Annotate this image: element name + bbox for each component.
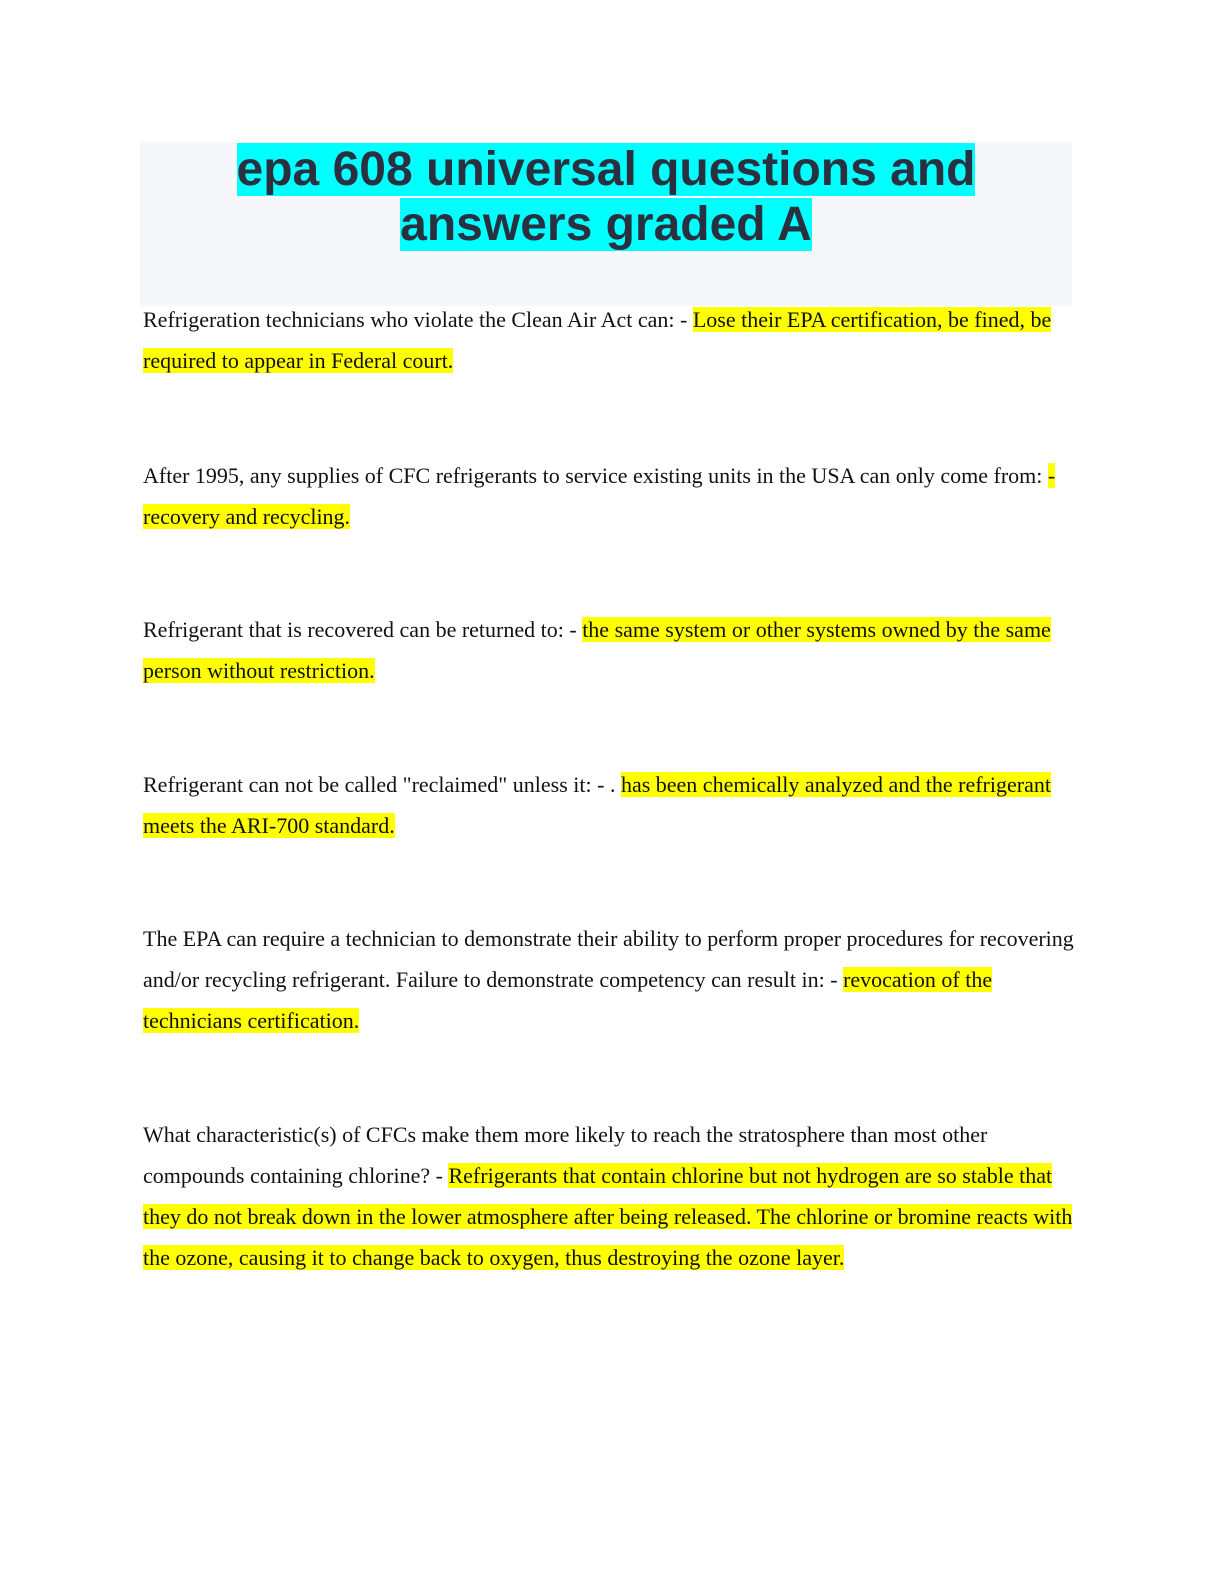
question-6: What characteristic(s) of CFCs make them more likely to reach the stratosphere than most other compounds containing chlorine? -: [143, 1122, 988, 1188]
qa-item-4: [143, 764, 1078, 846]
answer-6: Refrigerants that contain chlorine but not hydrogen are so stable that they do not break down in the lower atmosphere after being released. The chlorine or bromine reacts with the ozone, causing it to change back to oxygen, thus destroying the ozone layer.: [143, 1163, 1073, 1270]
qa-item-6: [143, 1114, 1078, 1278]
question-3: Refrigerant that is recovered can be returned to: -: [143, 617, 583, 642]
question-4: Refrigerant can not be called "reclaimed" unless it: - .: [143, 772, 621, 797]
question-2: After 1995, any supplies of CFC refrigerants to service existing units in the USA can only come from:: [143, 463, 1048, 488]
title-line-2: answers graded A: [400, 198, 812, 251]
qa-item-1: [143, 299, 1078, 381]
question-5: The EPA can require a technician to demonstrate their ability to perform proper procedures for recovering and/or recycling refrigerant. Failure to demonstrate competency can result in: -: [143, 926, 1074, 992]
answer-4: has been chemically analyzed and the refrigerant meets the ARI-700 standard.: [143, 772, 1051, 838]
answer-5: revocation of the technicians certification.: [143, 967, 993, 1033]
qa-item-3: [143, 609, 1078, 691]
answer-2: - recovery and recycling.: [143, 463, 1056, 529]
title-banner: [140, 142, 1072, 306]
qa-item-2: [143, 455, 1078, 537]
qa-item-5: [143, 918, 1078, 1041]
document-title: [140, 142, 1072, 252]
answer-3: the same system or other systems owned by the same person without restriction.: [143, 617, 1051, 683]
answer-1: Lose their EPA certification, be fined, be required to appear in Federal court.: [143, 307, 1052, 373]
title-line-1: epa 608 universal questions and: [236, 143, 976, 196]
question-1: Refrigeration technicians who violate the Clean Air Act can: -: [143, 307, 693, 332]
